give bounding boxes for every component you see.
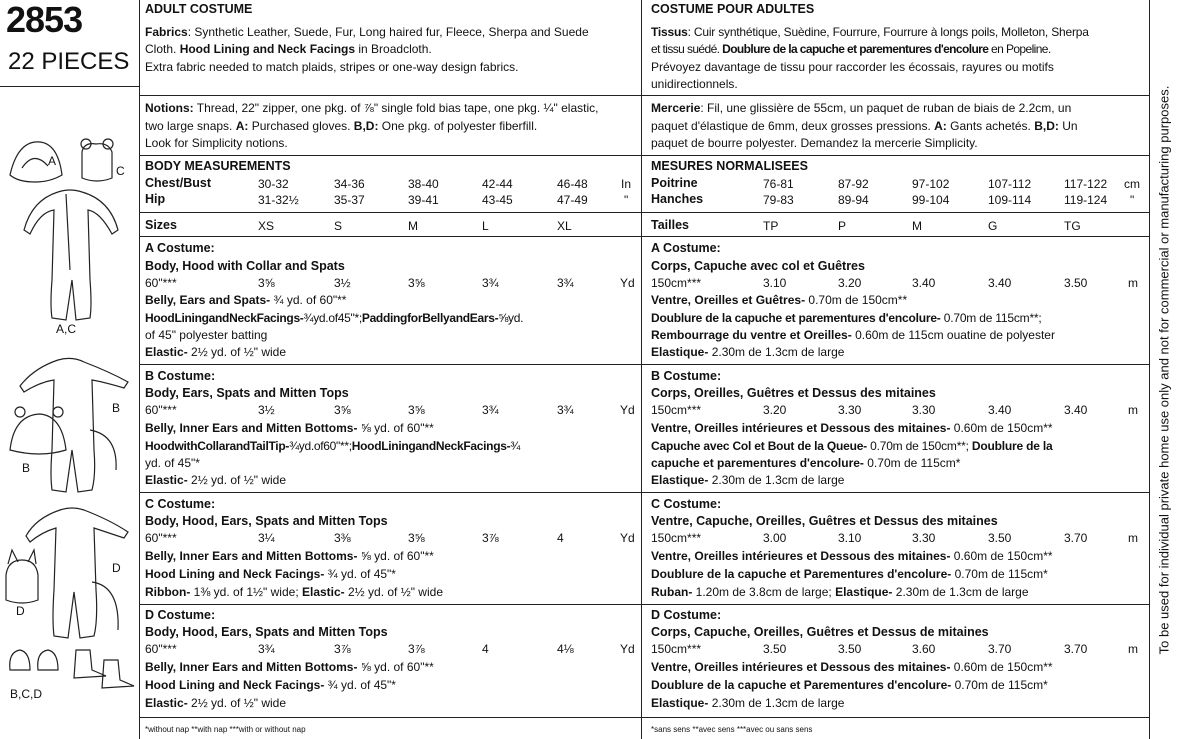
fr-a-line2: Ventre, Oreilles et Guêtres- 0.70m de 150cm** xyxy=(651,293,908,307)
en-b-m: 3⅝ xyxy=(408,403,425,417)
fr-rule-d xyxy=(641,717,1149,718)
fr-d-p: 3.50 xyxy=(838,642,862,656)
fr-hip-tp: 79-83 xyxy=(763,193,794,207)
en-chest-m: 38-40 xyxy=(408,177,439,191)
en-c-line1: Body, Hood, Ears, Spats and Mitten Tops xyxy=(145,514,388,528)
fr-d-m: 3.60 xyxy=(912,642,936,656)
en-notions-line3: Look for Simplicity notions. xyxy=(145,136,288,150)
en-d-xs: 3¾ xyxy=(258,642,275,656)
fr-c-width: 150cm*** xyxy=(651,531,702,545)
fr-a-width: 150cm*** xyxy=(651,276,702,290)
en-size-l: L xyxy=(482,219,489,233)
en-b-line3: HoodwithCollarandTailTip-¾yd.of60"**;HoodLiningandNeckFacings-¾ xyxy=(145,439,521,453)
en-b-s: 3⅝ xyxy=(334,403,351,417)
side-disclaimer: To be used for individual private home use only and not for commercial or manufacturing purposes. xyxy=(1156,85,1172,654)
fr-d-g: 3.70 xyxy=(988,642,1012,656)
fr-chest-label: Poitrine xyxy=(651,176,698,190)
fr-title: COSTUME POUR ADULTES xyxy=(651,2,815,16)
hood-c-drawing xyxy=(81,139,113,181)
en-rule-a xyxy=(139,364,641,365)
en-fabrics-line3: Extra fabric needed to match plaids, stripes or one-way design fabrics. xyxy=(145,60,519,74)
divider-left xyxy=(139,0,140,739)
fr-a-unit: m xyxy=(1128,276,1138,290)
en-rule-b xyxy=(139,492,641,493)
figure-label-bcd: B,C,D xyxy=(10,687,43,701)
fr-b-tg: 3.40 xyxy=(1064,403,1088,417)
jumpsuit-b-drawing xyxy=(20,358,128,492)
fr-rule-1 xyxy=(641,95,1149,96)
en-c-l: 3⅞ xyxy=(482,531,499,545)
fr-a-line1: Corps, Capuche avec col et Guêtres xyxy=(651,259,865,273)
en-a-xl: 3¾ xyxy=(557,276,574,290)
fr-a-g: 3.40 xyxy=(988,276,1012,290)
jumpsuit-ac-drawing xyxy=(24,190,118,320)
fr-hip-tg: 119-124 xyxy=(1064,193,1108,207)
en-d-xl: 4⅛ xyxy=(557,642,574,656)
en-d-width: 60"*** xyxy=(145,642,177,656)
fr-c-tp: 3.00 xyxy=(763,531,787,545)
fr-d-unit: m xyxy=(1128,642,1138,656)
fr-b-heading: B Costume: xyxy=(651,369,722,383)
en-chest-s: 34-36 xyxy=(334,177,365,191)
figure-label-d2: D xyxy=(16,604,25,618)
en-d-line3: Hood Lining and Neck Facings- ¾ yd. of 45"* xyxy=(145,678,396,692)
en-a-line1: Body, Hood with Collar and Spats xyxy=(145,259,345,273)
fr-c-line2: Ventre, Oreilles intérieures et Dessous des mitaines- 0.60m de 150cm** xyxy=(651,549,1053,563)
fr-unit-cm: cm xyxy=(1124,177,1140,191)
fr-c-m: 3.30 xyxy=(912,531,936,545)
fr-a-line5: Elastique- 2.30m de 1.3cm de large xyxy=(651,345,845,359)
fr-notions-line1: Mercerie: Fil, une glissière de 55cm, un paquet de ruban de biais de 2.2cm, un xyxy=(651,101,1072,115)
en-a-line3: HoodLiningandNeckFacings-¾yd.of45"*;PaddingforBellyandEars-⅝yd. xyxy=(145,311,524,325)
en-a-line2: Belly, Ears and Spats- ¾ yd. of 60"** xyxy=(145,293,347,307)
en-rule-4 xyxy=(139,236,641,237)
fr-chest-m: 97-102 xyxy=(912,177,950,191)
figure-label-b1: B xyxy=(112,401,121,415)
en-rule-d xyxy=(139,717,641,718)
en-hip-xl: 47-49 xyxy=(557,193,588,207)
fr-rule-4 xyxy=(641,236,1149,237)
en-a-l: 3¾ xyxy=(482,276,499,290)
fr-a-p: 3.20 xyxy=(838,276,862,290)
hood-b-drawing xyxy=(10,407,66,454)
en-c-line2: Belly, Inner Ears and Mitten Bottoms- ⅝ yd. of 60"** xyxy=(145,549,434,563)
en-hip-l: 43-45 xyxy=(482,193,513,207)
en-rule-c xyxy=(139,604,641,605)
fr-chest-p: 87-92 xyxy=(838,177,869,191)
fr-hip-p: 89-94 xyxy=(838,193,869,207)
fr-c-line1: Ventre, Capuche, Oreilles, Guêtres et Dessus des mitaines xyxy=(651,514,998,528)
fr-size-p: P xyxy=(838,219,847,233)
en-d-m: 3⅞ xyxy=(408,642,425,656)
en-size-xl: XL xyxy=(557,219,572,233)
en-a-m: 3⅝ xyxy=(408,276,425,290)
fr-chest-tg: 117-122 xyxy=(1064,177,1108,191)
en-footnote: *without nap **with nap ***with or without nap xyxy=(145,725,306,734)
en-rule-1 xyxy=(139,95,641,96)
en-body-measurements: BODY MEASUREMENTS xyxy=(145,159,291,173)
en-b-line1: Body, Ears, Spats and Mitten Tops xyxy=(145,386,349,400)
pieces-count: 22 PIECES xyxy=(8,48,130,75)
fr-body-measurements: MESURES NORMALISEES xyxy=(651,159,808,173)
en-a-xs: 3⅝ xyxy=(258,276,275,290)
fr-chest-tp: 76-81 xyxy=(763,177,794,191)
fr-fabrics-line1: Tissus: Cuir synthétique, Suèdine, Fourrure, Fourrure à longs poils, Molleton, Sherpa xyxy=(651,25,1089,39)
en-d-l: 4 xyxy=(482,642,489,656)
en-chest-xl: 46-48 xyxy=(557,177,588,191)
en-fabrics-line2: Cloth. Hood Lining and Neck Facings in Broadcloth. xyxy=(145,42,432,56)
en-size-s: S xyxy=(334,219,343,233)
fr-b-p: 3.30 xyxy=(838,403,862,417)
pattern-number: 2853 xyxy=(6,0,83,40)
en-d-heading: D Costume: xyxy=(145,608,216,622)
fr-d-heading: D Costume: xyxy=(651,608,722,622)
fr-size-g: G xyxy=(988,219,998,233)
fr-b-line2: Ventre, Oreilles intérieures et Dessous des mitaines- 0.60m de 150cm** xyxy=(651,421,1053,435)
en-c-s: 3⅜ xyxy=(334,531,351,545)
fr-a-tg: 3.50 xyxy=(1064,276,1088,290)
fr-chest-g: 107-112 xyxy=(988,177,1032,191)
fr-b-line3: Capuche avec Col et Bout de la Queue- 0.70m de 150cm**; Doublure de la xyxy=(651,439,1053,453)
fr-fabrics-line2: et tissu suédé. Doublure de la capuche et parementures d'encolure en Popeline. xyxy=(651,42,1051,56)
en-d-unit: Yd xyxy=(620,642,635,656)
fr-rule-c xyxy=(641,604,1149,605)
costume-illustrations xyxy=(0,130,139,710)
en-b-unit: Yd xyxy=(620,403,635,417)
spats-drawing xyxy=(74,650,134,688)
en-b-width: 60"*** xyxy=(145,403,177,417)
header-rule xyxy=(0,86,139,87)
divider-right xyxy=(1149,0,1150,739)
mittens-drawing xyxy=(10,650,58,670)
fr-rule-2 xyxy=(641,155,1149,156)
fr-fabrics-line3: Prévoyez davantage de tissu pour raccorder les écossais, rayures ou motifs xyxy=(651,60,1054,74)
fr-rule-b xyxy=(641,492,1149,493)
en-notions-line2: two large snaps. A: Purchased gloves. B,D: One pkg. of polyester fiberfill. xyxy=(145,119,538,133)
fr-c-line4: Ruban- 1.20m de 3.8cm de large; Elastique- 2.30m de 1.3cm de large xyxy=(651,585,1029,599)
en-c-width: 60"*** xyxy=(145,531,177,545)
en-c-line3: Hood Lining and Neck Facings- ¾ yd. of 45"* xyxy=(145,567,396,581)
fr-c-heading: C Costume: xyxy=(651,497,722,511)
fr-c-g: 3.50 xyxy=(988,531,1012,545)
en-a-width: 60"*** xyxy=(145,276,177,290)
en-hip-label: Hip xyxy=(145,192,166,206)
en-notions-line1: Notions: Thread, 22" zipper, one pkg. of ⅞" single fold bias tape, one pkg. ¼" elastic, xyxy=(145,101,599,115)
en-rule-3 xyxy=(139,212,641,213)
fr-c-unit: m xyxy=(1128,531,1138,545)
en-d-line2: Belly, Inner Ears and Mitten Bottoms- ⅝ yd. of 60"** xyxy=(145,660,434,674)
fr-b-line5: Elastique- 2.30m de 1.3cm de large xyxy=(651,473,845,487)
fr-d-line2: Ventre, Oreilles intérieures et Dessous des mitaines- 0.60m de 150cm** xyxy=(651,660,1053,674)
figure-label-ac: A,C xyxy=(56,322,77,336)
fr-footnote: *sans sens **avec sens ***avec ou sans sens xyxy=(651,725,813,734)
en-d-line4: Elastic- 2½ yd. of ½" wide xyxy=(145,696,287,710)
fr-size-tg: TG xyxy=(1064,219,1081,233)
fr-d-tp: 3.50 xyxy=(763,642,787,656)
en-unit-in-ditto: " xyxy=(624,193,629,207)
en-b-line2: Belly, Inner Ears and Mitten Bottoms- ⅝ yd. of 60"** xyxy=(145,421,434,435)
en-size-xs: XS xyxy=(258,219,275,233)
en-a-unit: Yd xyxy=(620,276,635,290)
fr-unit-cm-ditto: " xyxy=(1130,193,1135,207)
en-c-xs: 3¼ xyxy=(258,531,275,545)
fr-hip-m: 99-104 xyxy=(912,193,950,207)
en-c-line4: Ribbon- 1⅜ yd. of 1½" wide; Elastic- 2½ yd. of ½" wide xyxy=(145,585,443,599)
en-b-xl: 3¾ xyxy=(557,403,574,417)
fr-b-tp: 3.20 xyxy=(763,403,787,417)
fr-d-line1: Corps, Capuche, Oreilles, Guêtres et Dessus de mitaines xyxy=(651,625,989,639)
figure-label-d1: D xyxy=(112,561,121,575)
figure-label-a: A xyxy=(48,154,57,168)
fr-c-p: 3.10 xyxy=(838,531,862,545)
en-size-m: M xyxy=(408,219,418,233)
en-chest-l: 42-44 xyxy=(482,177,513,191)
en-c-xl: 4 xyxy=(557,531,564,545)
en-c-unit: Yd xyxy=(620,531,635,545)
fr-c-line3: Doublure de la capuche et Parementures d'encolure- 0.70m de 115cm* xyxy=(651,567,1048,581)
en-rule-2 xyxy=(139,155,641,156)
en-c-m: 3⅝ xyxy=(408,531,425,545)
fr-hip-g: 109-114 xyxy=(988,193,1032,207)
en-title: ADULT COSTUME xyxy=(145,2,253,16)
fr-d-tg: 3.70 xyxy=(1064,642,1088,656)
fr-d-line3: Doublure de la capuche et Parementures d'encolure- 0.70m de 115cm* xyxy=(651,678,1048,692)
en-b-line5: Elastic- 2½ yd. of ½" wide xyxy=(145,473,287,487)
en-a-s: 3½ xyxy=(334,276,351,290)
en-hip-s: 35-37 xyxy=(334,193,365,207)
fr-size-tp: TP xyxy=(763,219,779,233)
en-a-line4: of 45" polyester batting xyxy=(145,328,268,342)
en-hip-xs: 31-32½ xyxy=(258,193,299,207)
en-unit-in: In xyxy=(621,177,632,191)
fr-a-heading: A Costume: xyxy=(651,241,721,255)
fr-a-tp: 3.10 xyxy=(763,276,787,290)
en-d-s: 3⅞ xyxy=(334,642,351,656)
fr-d-line4: Elastique- 2.30m de 1.3cm de large xyxy=(651,696,845,710)
en-b-l: 3¾ xyxy=(482,403,499,417)
fr-a-line3: Doublure de la capuche et parementures d'encolure- 0.70m de 115cm**; xyxy=(651,311,1042,325)
en-d-line1: Body, Hood, Ears, Spats and Mitten Tops xyxy=(145,625,388,639)
en-b-line4: yd. of 45"* xyxy=(145,456,200,470)
en-b-heading: B Costume: xyxy=(145,369,216,383)
fr-a-line4: Rembourrage du ventre et Oreilles- 0.60m de 115cm ouatine de polyester xyxy=(651,328,1055,342)
fr-size-m: M xyxy=(912,219,922,233)
fr-b-line1: Corps, Oreilles, Guêtres et Dessus des mitaines xyxy=(651,386,936,400)
en-chest-xs: 30-32 xyxy=(258,177,289,191)
fr-b-unit: m xyxy=(1128,403,1138,417)
fr-hip-label: Hanches xyxy=(651,192,704,206)
fr-b-width: 150cm*** xyxy=(651,403,702,417)
fr-b-line4: capuche et parementures d'encolure- 0.70m de 115cm* xyxy=(651,456,961,470)
en-chest-label: Chest/Bust xyxy=(145,176,211,190)
figure-label-b2: B xyxy=(22,461,31,475)
fr-b-g: 3.40 xyxy=(988,403,1012,417)
fr-b-m: 3.30 xyxy=(912,403,936,417)
fr-rule-a xyxy=(641,364,1149,365)
figure-label-c: C xyxy=(116,164,125,178)
en-a-line5: Elastic- 2½ yd. of ½" wide xyxy=(145,345,287,359)
hood-d-drawing xyxy=(6,550,38,603)
fr-a-m: 3.40 xyxy=(912,276,936,290)
fr-rule-3 xyxy=(641,212,1149,213)
en-c-heading: C Costume: xyxy=(145,497,216,511)
en-a-heading: A Costume: xyxy=(145,241,215,255)
divider-middle xyxy=(641,0,642,739)
fr-notions-line3: paquet de bourre polyester. Demandez la mercerie Simplicity. xyxy=(651,136,978,150)
fr-fabrics-line4: unidirectionnels. xyxy=(651,77,738,91)
fr-notions-line2: paquet d'élastique de 6mm, deux grosses pressions. A: Gants achetés. B,D: Un xyxy=(651,119,1078,133)
en-b-xs: 3½ xyxy=(258,403,275,417)
en-hip-m: 39-41 xyxy=(408,193,439,207)
en-fabrics-line1: Fabrics: Synthetic Leather, Suede, Fur, Long haired fur, Fleece, Sherpa and Suede xyxy=(145,25,589,39)
fr-sizes-label: Tailles xyxy=(651,218,689,232)
en-sizes-label: Sizes xyxy=(145,218,177,232)
fr-c-tg: 3.70 xyxy=(1064,531,1088,545)
fr-d-width: 150cm*** xyxy=(651,642,702,656)
